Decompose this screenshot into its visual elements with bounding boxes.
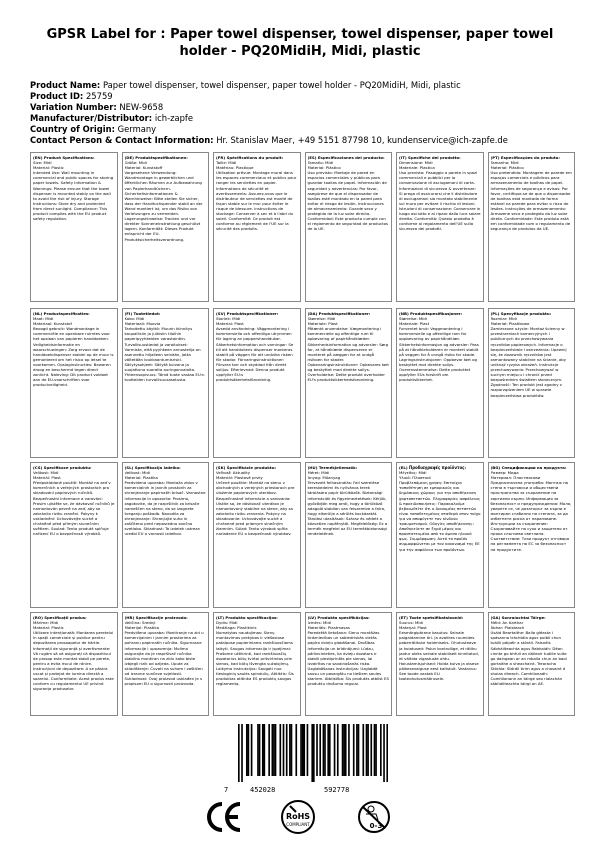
spec-cell-heading: (SV) Produktspecifikationer: <box>216 311 279 316</box>
spec-cell-heading: (RO) Specificații produs: <box>33 615 87 620</box>
spec-cell <box>213 308 301 458</box>
spec-cell-line: Materiał: Plastikowe <box>490 321 530 327</box>
barcode-digits-right: 592778 <box>324 786 350 794</box>
spec-cell-heading: (BG) Спецификации на продукта: <box>490 465 567 470</box>
spec-cell <box>396 152 484 302</box>
spec-cell-text: Påtænkt anvendelse: Vægmontering i kommercielle og offentlige rum til opbevaring af papirhåndklæder. Sikkerhedsinformation og advarsler: Sørg for, at håndklæde dispenseren er monteret på væggen for at undgå risikoen for skader. Opbevaringsinstruktioner: Opbevares tørt og beskyttet mod direkte sollys. Overholdelse: Dette produkt overholder EU's produktsikkerhedsforordning. <box>307 326 389 383</box>
spec-cell-text: Uso previsto: Fissaggio a parete in spazi commerciali e pubblici per la conservazione di asciugamani di carta. Informazioni di sicurezza & avvertenze: Si prega di assicurarsi che il distributore di asciugamani sia montato stabilmente sul muro per evitare il rischio di lesioni. Istruzioni di conservazione: Conservare in luogo asciutto e al riparo dalla luce solare diretta. Conformità: Questo prodotto è conforme al regolamento dell'UE sulla sicurezza dei prodotti. <box>399 170 481 232</box>
spec-cell-line: Storlek: Midi <box>216 316 241 322</box>
spec-cell-text: Forventet bruk: Veggmontering i kommersielle og offentlige rom for oppbevaring av papirhåndklær. Sikkerhetsinformasjon og advarsler: Pass på at håndkleholderen er montert stabilt på veggen for å unngå risiko for skade. Lagringsinstruksjoner: Oppbevar tørt og beskyttet mot direkte sollys. Overensstemmelse: Dette produktet oppfyller EUs forskrift om produktsikkerhet. <box>399 326 479 383</box>
spec-cell-line: Mărime: Midi <box>33 620 59 626</box>
barcode-bar <box>327 724 329 776</box>
spec-cell-heading: (PT) Especificações do produto: <box>490 155 560 160</box>
spec-cell-text: Intended Use: Wall mounting in commercial and public spaces for storing paper towels. Safety Information & Warnings: Please ensure that the towel dispenser is mounted stably on the wall to avoid the risk of injury. Storage Instructions: Store dry and protected from direct sunlight. Compliance: This product complies with the EU product safety regulation. <box>33 170 114 222</box>
spec-cell-line: Материал: Пластмасови <box>490 475 541 481</box>
barcode-bar <box>386 724 388 782</box>
barcode-bar <box>345 724 347 776</box>
spec-cell-line: Suurus: Midi <box>399 620 424 626</box>
barcode-bar <box>343 724 345 776</box>
info-label: Product ID: <box>30 91 84 101</box>
spec-cell-line: Matériau: Plastique <box>216 165 254 171</box>
spec-cell-line: Anyag: Műanyag <box>307 475 341 481</box>
barcode-bar <box>367 724 369 776</box>
spec-cell-line: Størrelse: Midi <box>307 316 336 322</box>
barcode-bar <box>268 724 270 776</box>
spec-cell-line: Υλικό: Πλαστικό <box>399 475 431 481</box>
spec-cell-text: Предназначена употреба: Монтаж на стена в търговски и обществени пространства за съхранение на хартиени кърпи. Информация за безопасност и предупреждения: Моля, уверете се, че дозаторът за кърпи е монтиран стабилно на стената, за да избегнете риска от нараняване. Инструкции за съхранение: Съхранявайте на сухо и защитено от пряка слънчева светлина. Съответствие: Този продукт отговаря на регламента на ЕС за безопасност на продуктите. <box>490 480 572 552</box>
info-value: ich-zapfe <box>154 113 194 123</box>
barcode-bar <box>323 724 325 776</box>
barcode-digit-prefix: 7 <box>224 786 229 794</box>
rohs-sub-label: COMPLIANT <box>286 822 310 827</box>
barcode-bar <box>264 724 266 776</box>
spec-cell-heading: (HR) Specifikacije proizvoda: <box>124 615 188 620</box>
spec-cell-text: Uso pretendido: Montagem de parede em espaços comerciais e públicos para armazenamento de toalhas de papel. Informações de segurança e avisos: Por favor, certifique-se de que o dispensador de toalhas está montado de forma estável na parede para evitar o risco de lesões. Instruções de armazenamento: Armazene seco e protegido da luz solar direta. Conformidade: Este produto está em conformidade com o regulamento de segurança de produtos da UE. <box>490 170 572 232</box>
product-info <box>30 80 575 146</box>
info-row <box>30 91 575 102</box>
spec-cell-line: Size: Midi <box>33 160 52 166</box>
spec-cell-line: Materiaali: Muovia <box>124 321 161 327</box>
spec-cell <box>488 612 576 716</box>
spec-cell-text: Avsedd användning: Väggmontering i kommersiella och offentliga utrymmen för lagring av pappershanddukar. Säkerhetsinformation och varningar: Se till att handdukens dispenser monteras stabilt på väggen för att undvika risken för skador. Förvaringsinstruktioner: Förvara torr och skyddad från direkt solljus. Efterlevnad: Denna produkt uppfyller EU:s produktsäkerhetsförordning. <box>216 326 294 383</box>
spec-cell-heading: (EN) Product Specifications: <box>33 155 95 160</box>
barcode-bar <box>257 724 259 776</box>
barcode-bar <box>370 724 372 776</box>
barcode-bar <box>375 724 377 776</box>
info-label: Country of Origin: <box>30 124 115 134</box>
barcode-bar <box>275 724 277 776</box>
barcode-bar <box>319 724 321 776</box>
spec-cell-line: Materiale: Plast <box>307 321 338 327</box>
spec-cell-text: Beoogd gebruik: Wandmontage in commerciële en openbare ruimtes voor het opslaan van papieren handdoeken. Veiligheidsinformatie en waarschuwingen: Zorg ervoor dat de handdoekdispenser stabiel op de muur is gemonteerd om het risico op letsel te voorkomen. Opslaginstructies: Bewaren droog en beschermd tegen direct zonlicht. Naleving: Dit product voldoet aan de EU-voorschriften voor productveiligheid. <box>33 326 114 388</box>
info-value: Hr. Stanislav Maer, +49 5151 87798 10, kundenservice@ich-zapfe.de <box>216 135 508 145</box>
spec-cell <box>122 462 210 608</box>
spec-cell-heading: (DA) Produktspecifikationer: <box>307 311 371 316</box>
spec-cell-line: Materiaal: Kunststof <box>33 321 72 327</box>
barcode-bar <box>246 724 248 776</box>
barcode-bar <box>248 724 250 776</box>
spec-cell <box>305 152 393 302</box>
spec-cell-heading: (LT) Produkto specifikacijos: <box>216 615 278 620</box>
spec-cell-line: Material: Plástico <box>490 165 524 171</box>
info-value: NEW-9658 <box>119 102 164 112</box>
spec-cell-line: Veľkosť: Aktuality <box>216 470 251 476</box>
spec-cell-line: Materijal: Plastika <box>124 625 159 631</box>
spec-cell-line: Tamaño: Midi <box>307 160 334 166</box>
spec-cell-heading: (PL) Specyfikacje produktu: <box>490 311 552 316</box>
barcode-bar <box>324 724 326 776</box>
spec-cell-line: Material: Plástico <box>307 165 341 171</box>
ce-mark-icon <box>207 800 243 834</box>
barcode-bar <box>286 724 288 776</box>
spec-cell <box>213 462 301 608</box>
info-label: Variation Number: <box>30 102 117 112</box>
spec-cell <box>305 612 393 716</box>
spec-cell-text: Vorgesehene Verwendung: Wandmontage in gewerblichen und öffentlichen Räumen zur Aufbewahrung von Papierhandtüchern. Sicherheitsinformationen & Warnhinweise: Bitte stellen Sie sicher, dass der Handtuchspender stabil an der Wand montiert ist, um das Risiko von Verletzungen zu vermeiden. Lagerungshinweise: Trocken und vor direkter Sonneneinstrahlung geschützt lagern. Konformität: Dieses Produkt entspricht der EU-Produktsicherheitsverordnung. <box>124 170 203 242</box>
spec-cell-heading: (FR) Spécifications du produit: <box>216 155 284 160</box>
spec-cell-heading: (ES) Especificaciones del producto: <box>307 155 385 160</box>
spec-cell-line: Materiāls: Plastmasas <box>307 625 350 631</box>
barcode-bar <box>241 724 243 782</box>
spec-cell <box>30 152 118 302</box>
info-row <box>30 113 575 124</box>
spec-cell-line: Ábhar: Plaisteach <box>490 625 525 631</box>
spec-cell-text: Tarkoitettu käyttö: Muurin kiinnitys kaupallisiin ja julkisiin tiloihin paperipyyhkeiden varastointiin. Turvallisuustiedot ja varoitukset: Varmista, että pyyhkeen annostelija on asennettu hiljalleen seinään, jotta vältetään loukkaantumisriski. Säilytysohjeet: Säilytä kuivana ja suojattuna suoralta auringonvalolta. Yhteensopivuus: Tämä tuote vastaa EU:n tuotteiden turvallisuusasetusta. <box>124 326 205 383</box>
spec-cell-line: Μέγεθος: Midi <box>399 470 427 476</box>
spec-row <box>30 462 575 608</box>
spec-cell-line: Velikost: Midi <box>124 470 150 476</box>
spec-cell-line: Størrelse: Midi <box>399 316 427 322</box>
barcode-bar <box>334 724 336 776</box>
barcode-bar <box>313 724 315 782</box>
spec-cell <box>396 308 484 458</box>
spec-cell-text: Tervezett felhasználás: Fali szerelése kereskedelmi és nyilvános terek tárolására papír törülközők. Biztonsági információk és figyelmeztetések: Kérjük, győződjön meg arról, hogy a törülköző adagoló stabilan van felszerelve a falra, hogy elkerülje a sérülés kockázatát. Tárolási utasítások: Száraz és védett a közvetlen napfénytől. Megfelelőség: Ez a termék megfelel az EU termékbiztonsági rendeletének. <box>307 480 388 537</box>
info-value: Germany <box>117 124 157 134</box>
barcode-bar <box>283 724 285 776</box>
barcode-bar <box>273 724 275 776</box>
spec-cell-text: Eesmärgipärane kasutus: Seinale paigaldamine äri- ja avalikes ruumides paberrätikute hoidmiseks. Ohutusteave ja hoiatused: Palun kontrollige, et rätiku jaotur oleks seinale stabiilselt kinnitatud, et vältida vigastuste ohtu. Hoiustamisjuhised: Hoida kuiva ja otsese päikesevalguse eest kaitstult. Vastavus: See toode vastab ELi tooteohutusmäärusele. <box>399 630 479 682</box>
spec-cell-text: Určené použitie: Montáž na stenu v obchodných a verejných priestoroch pre uloženie papierových uterákov. Bezpečnostné informácie a varovania: Uistite sa, že dávkovač uterákov je namontovaný stabilne na stene, aby sa zabránilo riziku zranenia. Pokyny na skladovanie: Uchovávajte suché a chránené pred priamym slnečným žiarením. Súlad: Tento výrobok spĺňa nariadenie EÚ o bezpečnosti výrobkov. <box>216 480 295 537</box>
spec-cell-heading: (EL) Προδιαγραφές προϊόντος: <box>399 465 466 470</box>
barcode-bar <box>316 724 318 776</box>
barcode-bar <box>291 724 293 776</box>
spec-cell-line: Medžiaga: Plastikinis <box>216 625 257 631</box>
spec-cell <box>30 612 118 716</box>
barcode-bar <box>374 724 376 776</box>
barcode-bar <box>303 724 305 776</box>
barcode-bar <box>380 724 382 776</box>
spec-cell <box>213 152 301 302</box>
barcode-bar <box>300 724 302 776</box>
barcode-bar <box>353 724 355 776</box>
barcode-bar <box>295 724 297 776</box>
age-label: 0-3 <box>369 822 383 830</box>
spec-cell-line: Rozmiar: Midi <box>490 316 517 322</box>
barcode-bar <box>356 724 358 776</box>
spec-cell-heading: (NL) Productspecificaties: <box>33 311 90 316</box>
spec-cell <box>30 462 118 608</box>
spec-cell-line: Dimensione: Midi <box>399 160 433 166</box>
spec-cell-heading: (SK) Špecifikácie produktu: <box>216 465 277 470</box>
spec-cell <box>305 308 393 458</box>
info-label: Product Name: <box>30 80 101 90</box>
barcode <box>238 724 388 782</box>
spec-cell <box>488 152 576 302</box>
spec-cell <box>488 462 576 608</box>
barcode-bar <box>262 724 264 776</box>
spec-cell-text: Utilizare intenționată: Montarea peretelui în spații comerciale și publice pentru depozitarea prosoapelor de hârtie. Informații de siguranță și avertismente: Vă rugăm să vă asigurați că dispozitivul de prosop este montat stabil pe perete, pentru a evita riscul de rănire. Instrucțiuni de depozitare: A se păstra uscat și protejat de lumina directă a soarelui. Conformitate: Acest produs este conform cu regulamentul UE privind siguranța produselor. <box>33 630 114 692</box>
spec-cell <box>122 152 210 302</box>
spec-row <box>30 612 575 716</box>
spec-cell-line: Dydis: Midi <box>216 620 238 626</box>
spec-cell-line: Material: Plast <box>216 321 244 327</box>
info-row <box>30 124 575 135</box>
barcode-bar <box>342 724 344 776</box>
barcode-bar <box>362 724 364 776</box>
spec-cell-line: Materiale: Plastica <box>399 165 435 171</box>
spec-cell-line: Größe: Midi <box>124 160 147 166</box>
spec-cell-line: Material: Plastic <box>33 165 64 171</box>
spec-cell-line: Materjal: Plast <box>399 625 427 631</box>
barcode-bar <box>251 724 253 776</box>
spec-cell-line: Material: Kunststoff <box>124 165 163 171</box>
spec-cell-line: Material: Plastika <box>124 475 158 481</box>
spec-cell-heading: (HU) Termékjellemzők: <box>307 465 358 470</box>
spec-cell <box>122 308 210 458</box>
spec-cell-heading: (FI) Tuotetiedot: <box>124 311 161 316</box>
barcode-bar <box>311 724 313 782</box>
spec-cell-text: Paredzētā lietošana: Sienu montāžas tirdzniecības un sabiedriskās vietās papīra dvieļu glabāšanai. Drošības informācija un brīdinājumi: Lūdzu, pārliecinieties, ka dvieļu dozators ir stabili piestiprināts pie sienas, lai izvairītos no savainošanās riska. Uzglabāšanas instrukcijas: Uzglabāt sausu un pasargātu no tiešiem saules stariem. Atbilstība: Šis produkts atbilst ES produktu drošuma regulai. <box>307 630 389 687</box>
spec-cell-text: Uso previsto: Montaje de pared en espacios comerciales y públicos para guardar toallas de papel. Información de seguridad y advertencias: Por favor, asegúrese de que el dispensador de toallas esté montado en la pared para evitar el riesgo de lesión. Instrucciones de almacenamiento: Guarde seco y protegido de la luz solar directa. Conformidad: Este producto cumple con el reglamento de seguridad de productos de la UE. <box>307 170 389 232</box>
barcode-bar <box>279 724 281 776</box>
spec-cell-line: Méid: An tíarthar <box>490 620 524 626</box>
spec-cell-line: Méret: Midi <box>307 470 330 476</box>
spec-cell-heading: (SL) Specifikacija izdelka: <box>124 465 181 470</box>
spec-cell-line: Material: Plastic <box>33 625 64 631</box>
page-title: GPSR Label for : Paper towel dispenser, towel dispenser, paper towel holder - PQ20MidiH, Midi, plastic <box>46 27 554 59</box>
age-warning-icon <box>356 800 392 834</box>
spec-cell <box>30 308 118 458</box>
spec-cell-line: Materiál: Plastové prvky <box>216 475 263 481</box>
info-label: Contact Person & Contact Information: <box>30 135 214 145</box>
spec-cell-line: Veličina: Srednji <box>124 620 156 626</box>
spec-cell-line: Izmērs: Midi <box>307 620 332 626</box>
barcode-bar <box>302 724 304 776</box>
spec-cell-line: Materiale: Plast <box>399 321 430 327</box>
spec-cell-text: Predvidena uporaba: Montaža zidov v komercialnih in javnih prostorih za shranjevanje papirnatih brisač. Varnostne informacije in opozorila: Prosimo, zagotovite, da je razpršilnik za brisače nameščen na steno, da se izognete tveganju poškodb. Navodila za shranjevanje: Shranjujte suho in zaščiteno pred neposredno sončno svetlobo. Skladnost: Ta izdelek ustreza uredbi EU o varnosti izdelkov. <box>124 480 206 537</box>
spec-cell-text: Numatytas naudojimas: Sienų montavimas prekybos ir viešosiose patalpose popieriniams rankšluosčiams laikyti. Saugos informacija ir įspėjimai: Prašome užtikrinti, kad rankšluosčių dozatorius būtų tvirtai pritvirtintas prie sienos, kad būtų išvengta sužalojimų. Laikymo instrukcijos: Saugoti nuo tiesioginių saulės spindulių. Atitiktis: Šis produktas atitinka ES produktų saugos reglamentą. <box>216 630 294 687</box>
spec-cell-heading: (LV) Produkta specifikācijas: <box>307 615 370 620</box>
spec-cell-line: Taille: Midi <box>216 160 237 166</box>
spec-cell-text: Predviđena uporaba: Montiranje na zid u komercijalnim i javnim prostorima za pohranu papirnatih ručnika. Sigurnosne informacije i upozorenja: Molimo osigurajte da je raspršivač ručnika stabilno montiran na zidu kako biste izbjegli rizik od ozljeda. Upute za skladištenje: Čuvati na suhom i zaštićen od izravne sunčeve svjetlosti. Sukladnost: Ovaj proizvod usklađen je s propisom EU o sigurnosti proizvoda. <box>124 630 204 687</box>
barcode-digits-left: 452028 <box>250 786 276 794</box>
spec-cell-heading: (IT) Specifiche del prodotto: <box>399 155 461 160</box>
info-value: Paper towel dispenser, towel dispenser, paper towel holder - PQ20MidiH, Midi, plastic <box>102 80 461 90</box>
spec-cell-heading: (NB) Produktspesifikasjoner: <box>399 311 463 316</box>
rohs-compliant-icon <box>280 800 316 834</box>
rohs-label: RoHS <box>285 812 311 821</box>
barcode-bar <box>272 724 274 776</box>
spec-cell-heading: (CS) Specifikace produktu: <box>33 465 92 470</box>
spec-row <box>30 308 575 458</box>
spec-cell-text: Úsáid Beartaithe: Balla gléasta i spásanna tráchtála agus poiblí chun tuáillí páipéir a stóráil. Faisnéis Sábháilteachta agus Rabhaidh: Déan cinnte go bhfuil an dáileoir tuáille suite go daingean ar an mballa chun an baol gortaithe a sheachaint. Treoracha Stórála: Stóráil tirim agus a chosaint ó sholas díreach. Comhlíonadh: Comhlíonann an táirge seo rialachán sábháilteachta táirgí an AE. <box>490 630 567 687</box>
barcode-bar <box>289 724 291 776</box>
barcode-bar <box>329 724 331 776</box>
spec-cell-line: Maat: Midi <box>33 316 54 322</box>
spec-cell <box>396 462 484 608</box>
spec-cell-heading: (DE) Produktspezifikationen: <box>124 155 188 160</box>
barcode-bar <box>348 724 350 776</box>
spec-cell-line: Materiál: Plast <box>33 475 61 481</box>
barcode-bar <box>366 724 368 776</box>
info-label: Manufacturer/Distributor: <box>30 113 153 123</box>
spec-cell-line: Velikost: Midi <box>33 470 59 476</box>
spec-cell-line: Tamanho: Midi <box>490 160 519 166</box>
spec-cell-text: Προβλεπόμενη χρήση: Επιτοίχια τοποθέτηση σε εμπορικούς και δημόσιους χώρους για την αποθήκευση χαρτοπετσετών. Πληροφορίες ασφάλειας & προειδοποιήσεις: Παρακαλούμε βεβαιωθείτε ότι ο διανομέας πετσετών είναι τοποθετημένος σταθερά στον τοίχο για να αποφύγετε τον κίνδυνο τραυματισμού. Οδηγίες αποθήκευσης: Αποθηκεύετε σε ξηρό μέρος και προστατευμένο από το άμεσο ηλιακό φως. Συμμόρφωση: Αυτό το προϊόν συμμορφώνεται με τον κανονισμό της ΕΕ για την ασφάλεια των προϊόντων. <box>399 480 481 552</box>
barcode-bar <box>307 724 309 776</box>
spec-cell <box>305 462 393 608</box>
spec-cell-line: Koko: Midi <box>124 316 145 322</box>
spec-cell <box>488 308 576 458</box>
barcode-bar <box>358 724 360 776</box>
barcode-bar <box>259 724 261 776</box>
info-row <box>30 80 575 91</box>
spec-cell <box>122 612 210 716</box>
info-row <box>30 135 575 146</box>
spec-cell-heading: (ET) Toote spetsifikatsioonid: <box>399 615 464 620</box>
spec-cell-heading: (GA) Sonraíochtaí Táirge: <box>490 615 546 620</box>
spec-cell-text: Předpokládané použití: Montáž na zeď v komerčních a veřejných prostorách pro skladování papírových ručníků. Bezpečnostní informace a varování: Prosím ujistěte se, že dávkovač ručníků je namontován pevně na zeď, aby se zabránilo riziku zranění. Pokyny k uskladnění: Uchovávejte suché a chráněné před přímým slunečním světlem. Soulad: Tento produkt splňuje nařízení EU o bezpečnosti výrobků. <box>33 480 115 537</box>
spec-cell <box>396 612 484 716</box>
spec-cell-text: Zamierzone użycie: Montaż ścienny w przestrzeniach komercyjnych i publicznych do przechowywania ręczników papierowych. Informacje o bezpieczeństwie i ostrzeżenia: Upewnij się, że dozownik ręczników jest zamontowany stabilnie na ścianie, aby uniknąć ryzyka obrażeń. Instrukcje przechowywania: Przechowywać w suchym miejscu i chronić przed bezpośrednim światłem słonecznym. Zgodność: Ten produkt jest zgodny z rozporządzeniem UE w sprawie bezpieczeństwa produktów. <box>490 326 567 398</box>
barcode-bar <box>383 724 385 782</box>
spec-row <box>30 152 575 302</box>
info-value: 25759 <box>85 91 113 101</box>
barcode-bar <box>238 724 240 782</box>
spec-cell <box>213 612 301 716</box>
spec-cell-text: Utilisation prévue: Montage mural dans les espaces commerciaux et publics pour ranger les serviettes en papier. Informations de sécurité et avertissements: Assurez-vous que le distributeur de serviettes est monté de façon stable sur le mur pour éviter le risque de blessure. Instructions de stockage: Conserver à sec et à l'abri du soleil. Conformité: Ce produit est conforme au règlement de l'UE sur la sécurité des produits. <box>216 170 297 232</box>
info-row <box>30 102 575 113</box>
barcode-bar <box>337 724 339 776</box>
spec-cell-line: Размер: Мида <box>490 470 519 476</box>
